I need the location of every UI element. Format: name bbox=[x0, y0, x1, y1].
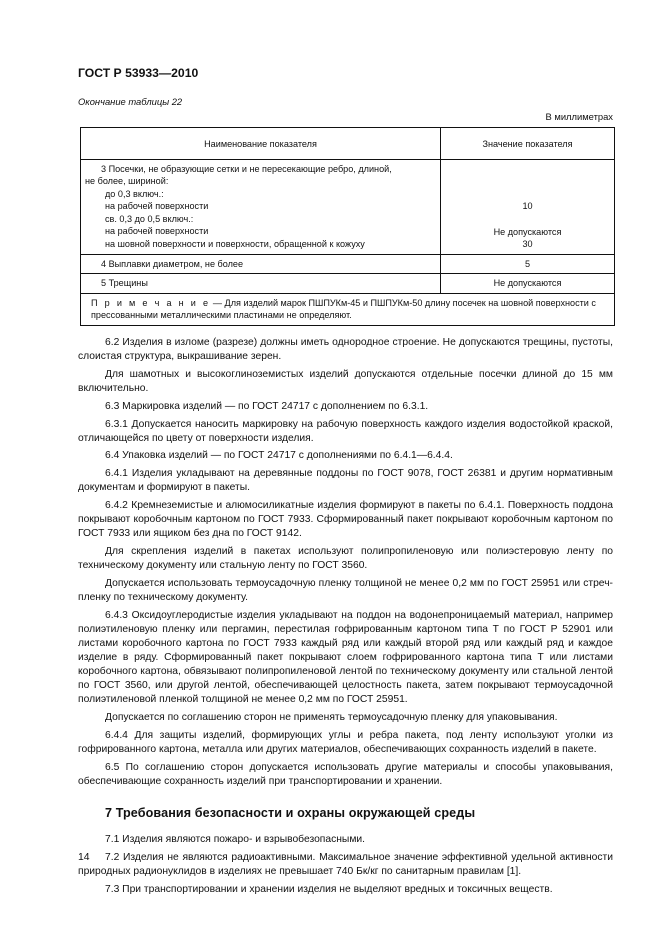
row3-line: на шовной поверхности и поверхности, обращенной к кожуху bbox=[105, 238, 365, 249]
row5-value: Не допускаются bbox=[441, 274, 615, 294]
spec-table bbox=[80, 127, 615, 326]
document-body bbox=[78, 336, 613, 901]
row3-line: на рабочей поверхности bbox=[105, 201, 209, 212]
table-header-name: Наименование показателя bbox=[81, 128, 441, 160]
row3-value bbox=[445, 213, 610, 226]
table-row bbox=[81, 159, 615, 254]
row3-line: 3 Посечки, не образующие сетки и не пересекающие ребро, длиной, bbox=[101, 163, 392, 174]
row3-value: 10 bbox=[522, 201, 533, 212]
row3-line: не более, шириной: bbox=[85, 176, 169, 187]
row3-value bbox=[445, 188, 610, 201]
paragraph-6-4-3: 6.4.3 Оксидоуглеродистые изделия укладывают на поддон на водонепроницаемый материал, например полиэтиленовую пленку или пергамин, перестилая гофрированным картоном типа Т по ГОСТ Р 52901 или листами коробочного картона по ГОСТ 7933 каждый ряд или каждый второй ряд или каждый ряд и каждое изделие в ряду. Сформированный пакет покрывают слоем гофрированного картона типа Т или листами коробочного картона, обвязывают полипропиленовой лентой по техническому документу или стальной лентой по ГОСТ 3560, или другой лентой, обеспечивающей целостность пакета, затем покрывают термоусадочной полиэтиленовой пленкой толщиной не менее 0,2 мм по ГОСТ 25951. bbox=[78, 609, 613, 706]
paragraph-6-4-2: 6.4.2 Кремнеземистые и алюмосиликатные изделия формируют в пакеты по 6.4.1. Поверхность поддона покрывают коробочным картоном по ГОСТ 7933. Сформированный пакет покрывают коробочным картоном по ГОСТ 7933 или ящиком без дна по ГОСТ 9142. bbox=[78, 500, 613, 540]
note-text: — Для изделий марок ПШПУКм-45 и ПШПУКм-50 длину посечек на шовной поверхности с прессованными металлическими пластинами не определяют. bbox=[91, 297, 596, 321]
table-units: В миллиметрах bbox=[545, 111, 613, 122]
row3-line: св. 0,3 до 0,5 включ.: bbox=[105, 213, 194, 224]
table-row bbox=[81, 254, 615, 274]
paragraph: Допускается по соглашению сторон не применять термоусадочную пленку для упаковывания. bbox=[105, 712, 558, 724]
paragraph-7-2: 7.2 Изделия не являются радиоактивными. Максимальное значение эффективной удельной активности природных радионуклидов в изделиях не превышает 740 Бк/кг по санитарным правилам [1]. bbox=[78, 852, 613, 878]
row3-value: Не допускаются bbox=[493, 226, 562, 237]
paragraph-6-2: 6.2 Изделия в изломе (разрезе) должны иметь однородное строение. Не допускаются трещины, пустоты, слоистая структура, выкрашивание зерен. bbox=[78, 337, 613, 363]
paragraph: Для скрепления изделий в пакетах используют полипропиленовую или полиэстеровую ленту по техническому документу или стальную ленту по ГОСТ 3560. bbox=[78, 546, 613, 572]
table-cell-value bbox=[441, 159, 615, 254]
note-label: П р и м е ч а н и е bbox=[91, 297, 211, 308]
standard-header: ГОСТ Р 53933—2010 bbox=[78, 66, 199, 80]
table-continuation-caption: Окончание таблицы 22 bbox=[78, 96, 183, 107]
row5-label: 5 Трещины bbox=[81, 274, 441, 294]
table-note bbox=[81, 293, 615, 325]
paragraph-6-3-1: 6.3.1 Допускается наносить маркировку на рабочую поверхность каждого изделия водостойкой краской, отличающейся по цвету от поверхности изделия. bbox=[78, 418, 613, 444]
table-row bbox=[81, 274, 615, 294]
section-7-heading: 7 Требования безопасности и охраны окружающей среды bbox=[105, 805, 476, 820]
paragraph: Для шамотных и высокоглиноземистых изделий допускаются отдельные посечки длиной до 15 мм включительно. bbox=[78, 368, 613, 394]
paragraph: Допускается использовать термоусадочную пленку толщиной не менее 0,2 мм по ГОСТ 25951 или стреч-пленку по техническому документу. bbox=[78, 577, 613, 603]
paragraph-6-4-4: 6.4.4 Для защиты изделий, формирующих углы и ребра пакета, под ленту используют уголки из гофрированного картона, металла или других материалов, обеспечивающих сохранность изделий в пакете. bbox=[78, 729, 613, 755]
paragraph-6-4-1: 6.4.1 Изделия укладывают на деревянные поддоны по ГОСТ 9078, ГОСТ 26381 и другим нормативным документам и формируют в пакеты. bbox=[78, 468, 613, 494]
paragraph-6-3: 6.3 Маркировка изделий — по ГОСТ 24717 с дополнением по 6.3.1. bbox=[105, 400, 429, 412]
row3-line: до 0,3 включ.: bbox=[105, 188, 164, 199]
paragraph-7-1: 7.1 Изделия являются пожаро- и взрывобезопасными. bbox=[105, 834, 366, 846]
row3-value bbox=[445, 163, 610, 176]
paragraph-6-5: 6.5 По соглашению сторон допускается использовать другие материалы и способы упаковывания, обеспечивающие сохранность изделий при транспортировании и хранении. bbox=[78, 761, 613, 787]
table-note-row bbox=[81, 293, 615, 325]
page-number: 14 bbox=[78, 852, 90, 863]
paragraph-6-4: 6.4 Упаковка изделий — по ГОСТ 24717 с дополнениями по 6.4.1—6.4.4. bbox=[105, 450, 453, 462]
row3-value: 30 bbox=[522, 239, 533, 250]
row4-label: 4 Выплавки диаметром, не более bbox=[81, 254, 441, 274]
table-cell-name bbox=[81, 159, 441, 254]
row3-value bbox=[445, 175, 610, 188]
row4-value: 5 bbox=[441, 254, 615, 274]
table-header-value: Значение показателя bbox=[441, 128, 615, 160]
row3-line: на рабочей поверхности bbox=[105, 226, 209, 237]
table-header-row bbox=[81, 128, 615, 160]
paragraph-7-3: 7.3 При транспортировании и хранении изделия не выделяют вредных и токсичных веществ. bbox=[105, 883, 553, 895]
